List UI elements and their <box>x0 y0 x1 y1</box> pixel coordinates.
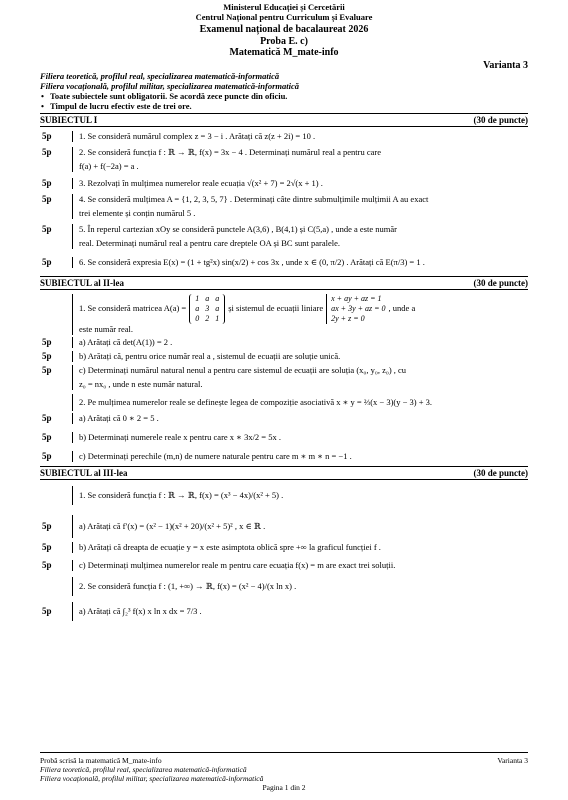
points-label: 5p <box>40 337 73 348</box>
equation: x + ay + az = 1 <box>331 293 382 303</box>
question-row <box>40 413 528 424</box>
points-label: 5p <box>40 413 73 424</box>
section-title: SUBIECTUL al II-lea <box>40 277 125 288</box>
question-text: a) Arătați că 0 ∗ 2 = 5 . <box>79 412 159 423</box>
question-text: f(a) + f(−2a) = a . <box>79 160 139 171</box>
question-text: a) Arătați că f′(x) = (x² − 1)(x² + 20)/(x² + 5)² , x ∈ ℝ . <box>79 520 266 531</box>
question-text: 1. Se consideră funcția f : ℝ → ℝ, f(x) = (x³ − 4x)/(x² + 5) . <box>79 489 284 500</box>
matrix-a <box>189 294 225 324</box>
question-row <box>40 560 528 571</box>
question-text: 4. Se consideră mulțimea A = {1, 2, 3, 5, 7} . Determinați câte dintre submulțimile mulțimii A au exact <box>79 193 429 204</box>
points-label: 5p <box>40 432 73 443</box>
matrix-cell: a <box>205 293 210 303</box>
equation: ax + 3y + az = 0 <box>331 303 386 313</box>
question-row <box>40 324 528 335</box>
question-row <box>40 515 528 538</box>
question-text: 2. Se consideră funcția f : (1, +∞) → ℝ, f(x) = (x² − 4)/(x ln x) . <box>79 580 297 591</box>
points-label: 5p <box>40 515 73 538</box>
question-row <box>40 394 528 411</box>
question-text: 2. Pe mulțimea numerelor reale se definește legea de compoziție asociativă x ∗ y = ⅔(x − 3)(y − 3) + 3. <box>79 396 433 407</box>
question-text: este număr real. <box>79 323 134 334</box>
points-label: 5p <box>40 224 73 249</box>
points-label: 5p <box>40 351 73 362</box>
variant-label: Varianta 3 <box>483 59 528 71</box>
question-row <box>40 602 528 621</box>
ministry-name: Ministerul Educației și Cercetării <box>223 2 345 12</box>
proba-label: Proba E. c) <box>260 35 308 47</box>
question-text: b) Arătați că dreapta de ecuație y = x este asimptota oblică spre +∞ la graficul funcției f . <box>79 541 381 552</box>
section-points: (30 de puncte) <box>473 467 528 478</box>
rules-list <box>40 91 528 111</box>
points-label: 5p <box>40 451 73 462</box>
question-text: b) Arătați că, pentru orice număr real a , sistemul de ecuații are soluție unică. <box>79 350 341 361</box>
equation: 2y + z = 0 <box>331 313 365 323</box>
points-label: 5p <box>40 542 73 553</box>
rule-item: • Toate subiectele sunt obligatorii. Se acordă zece puncte din oficiu. <box>50 91 528 101</box>
page-number: Pagina 1 din 2 <box>262 783 306 792</box>
section-2-header <box>40 276 528 290</box>
footer-line: Filiera teoretică, profilul real, specializarea matematică-informatică <box>40 765 247 774</box>
question-row <box>40 486 528 505</box>
question-row <box>40 337 528 348</box>
question-text: 1. Se consideră matricea A(a) = <box>79 303 187 313</box>
matrix-cell: 1 <box>195 293 200 303</box>
points-label: 5p <box>40 147 73 172</box>
question-row <box>40 147 528 172</box>
question-text: z₀ = nx₀ , unde n este număr natural. <box>79 378 203 389</box>
section-points: (30 de puncte) <box>473 277 528 288</box>
question-text: 3. Rezolvați în mulțimea numerelor reale ecuația √(x² + 7) = 2√(x + 1) . <box>79 177 323 188</box>
section-1-header <box>40 113 528 127</box>
question-row <box>40 257 528 268</box>
center-name: Centrul Național pentru Curriculum și Evaluare <box>195 12 373 22</box>
matrix-cell: 1 <box>215 313 220 323</box>
question-text: a) Arătați că det(A(1)) = 2 . <box>79 336 173 347</box>
question-row <box>40 178 528 189</box>
question-text: 1. Se consideră numărul complex z = 3 − i . Arătați că z(z + 2i) = 10 . <box>79 130 316 141</box>
question-row <box>40 131 528 142</box>
points-label: 5p <box>40 365 73 390</box>
question-row <box>40 194 528 219</box>
rule-item: • Timpul de lucru efectiv este de trei ore. <box>50 101 528 111</box>
question-text: , unde a <box>388 303 416 313</box>
exam-title: Examenul național de bacalaureat 2026 <box>199 24 369 35</box>
question-text: 5. În reperul cartezian xOy se consideră punctele A(3,6) , B(4,1) și C(5,a) , unde a este număr <box>79 223 397 234</box>
question-text: c) Determinați mulțimea numerelor reale m pentru care ecuația f(x) = m are exact trei soluții. <box>79 559 396 570</box>
question-text: trei elemente și conțin numărul 5 . <box>79 207 196 218</box>
matrix-cell: 2 <box>205 313 210 323</box>
question-text: a) Arătați că ∫₂³ f(x) x ln x dx = 7/3 . <box>79 605 202 616</box>
filiera-1: Filiera teoretică, profilul real, specializarea matematică-informatică <box>40 70 280 81</box>
matrix-cell: a <box>215 303 220 313</box>
points-label: 5p <box>40 602 73 621</box>
question-text: și sistemul de ecuații liniare <box>228 303 324 313</box>
question-row <box>40 542 528 553</box>
section-title: SUBIECTUL I <box>40 114 98 125</box>
exam-page <box>40 0 528 800</box>
footer-line: Filiera vocațională, profilul militar, specializarea matematică-informatică <box>40 774 264 783</box>
question-text: c) Determinați perechile (m,n) de numere naturale pentru care m ∗ m ∗ n = −1 . <box>79 450 352 461</box>
points-label: 5p <box>40 257 73 268</box>
section-title: SUBIECTUL al III-lea <box>40 467 128 478</box>
section-3-header <box>40 466 528 480</box>
points-label: 5p <box>40 131 73 142</box>
question-text: 6. Se consideră expresia E(x) = (1 + tg²x) sin(x/2) + cos 3x , unde x ∈ (0, π/2) . Arătați că E(π/3) = 1 . <box>79 256 425 267</box>
question-row <box>40 451 528 462</box>
question-row <box>40 224 528 249</box>
page-footer <box>40 752 528 792</box>
matrix-cell: a <box>215 293 220 303</box>
question-text: 2. Se consideră funcția f : ℝ → ℝ, f(x) = 3x − 4 . Determinați numărul real a pentru care <box>79 146 381 157</box>
question-text: real. Determinați numărul real a pentru care dreptele OA și BC sunt paralele. <box>79 237 341 248</box>
question-row <box>40 432 528 443</box>
question-row <box>40 351 528 362</box>
section-points: (30 de puncte) <box>473 114 528 125</box>
points-label: 5p <box>40 178 73 189</box>
question-text: b) Determinați numerele reale x pentru care x ∗ 3x/2 = 5x . <box>79 431 281 442</box>
question-row <box>40 294 528 324</box>
matrix-cell: 0 <box>195 313 200 323</box>
question-text: c) Determinați numărul natural nenul a pentru care sistemul de ecuații are soluția (x₀, y₀, z₀) , cu <box>79 364 407 375</box>
matrix-cell: 3 <box>205 303 210 313</box>
filiera-2: Filiera vocațională, profilul militar, specializarea matematică-informatică <box>40 80 300 91</box>
subject-label: Matematică M_mate-info <box>229 47 339 58</box>
question-row <box>40 577 528 596</box>
equation-system <box>326 294 385 324</box>
points-label: 5p <box>40 560 73 571</box>
question-row <box>40 365 528 390</box>
footer-line: Probă scrisă la matematică M_mate-info <box>40 756 162 765</box>
points-label: 5p <box>40 194 73 219</box>
footer-variant: Varianta 3 <box>497 756 528 765</box>
matrix-cell: a <box>195 303 200 313</box>
